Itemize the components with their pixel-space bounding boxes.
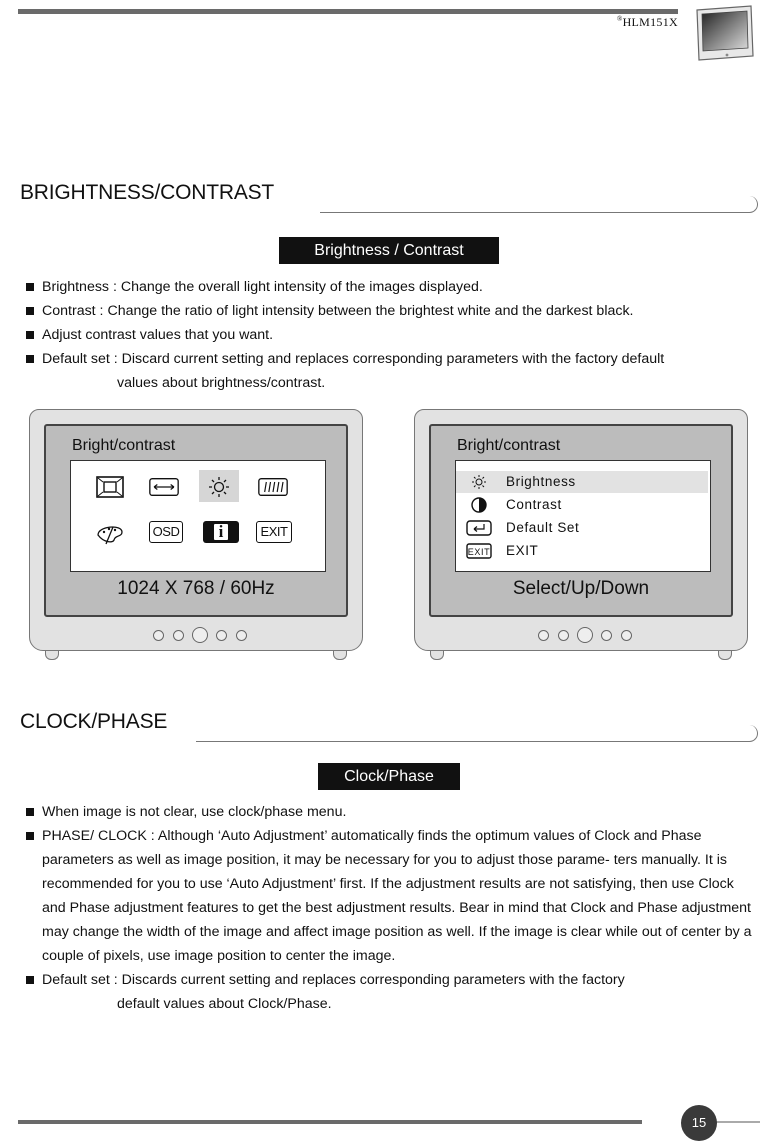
svg-text:EXIT: EXIT	[467, 547, 491, 557]
monitor-buttons	[415, 627, 747, 643]
osd-title: Bright/contrast	[72, 437, 176, 454]
default-set-icon	[466, 520, 492, 536]
model-name: ®HLM151X	[616, 15, 678, 29]
exit-icon: EXIT	[256, 521, 292, 543]
monitor-thumbnail-icon	[693, 4, 757, 64]
osd-icon-grid	[70, 460, 326, 572]
list-item-continuation: default values about Clock/Phase.	[117, 996, 332, 1012]
monitor-button	[173, 630, 184, 641]
section-label-brightness-contrast: Brightness / Contrast	[279, 237, 499, 264]
monitor-screen	[44, 424, 348, 617]
monitor-left	[29, 409, 363, 669]
list-item: When image is not clear, use clock/phase menu.	[26, 800, 758, 824]
contrast-icon	[466, 497, 492, 513]
power-button	[577, 627, 593, 643]
monitor-right	[414, 409, 748, 669]
section-title-brightness-contrast: BRIGHTNESS/CONTRAST	[20, 181, 275, 204]
position-icon	[95, 475, 125, 499]
width-icon	[149, 475, 179, 499]
list-item: Default set : Discard current setting and replaces corresponding parameters with the factory default	[26, 347, 758, 371]
menu-item-brightness: Brightness	[456, 471, 708, 493]
osd-title: Bright/contrast	[457, 437, 561, 454]
osd-menu	[455, 460, 711, 572]
monitor-buttons	[30, 627, 362, 643]
clock-phase-icon	[258, 475, 288, 499]
menu-item-exit: EXIT EXIT	[467, 543, 539, 558]
monitor-button	[558, 630, 569, 641]
list-item: Brightness : Change the overall light intensity of the images displayed.	[26, 275, 758, 299]
color-palette-icon	[95, 521, 125, 545]
power-button	[192, 627, 208, 643]
footer-rule-tail	[716, 1121, 760, 1123]
section-label-clock-phase: Clock/Phase	[318, 763, 460, 790]
monitor-button	[621, 630, 632, 641]
page-number: 15	[681, 1105, 717, 1141]
list-item: Adjust contrast values that you want.	[26, 323, 758, 347]
menu-item-contrast: Contrast	[456, 494, 708, 516]
monitor-bezel	[414, 409, 748, 651]
menu-item-default-set: Default Set	[456, 517, 708, 539]
monitor-button	[538, 630, 549, 641]
list-item: Contrast : Change the ratio of light intensity between the brightest white and the darkest black.	[26, 299, 758, 323]
monitor-screen	[429, 424, 733, 617]
brightness-contrast-bullets	[26, 275, 758, 395]
osd-caption: 1024 X 768 / 60Hz	[117, 578, 275, 599]
header-rule	[18, 9, 678, 14]
list-item: Default set : Discards current setting and replaces corresponding parameters with the factory	[26, 968, 758, 992]
monitor-button	[153, 630, 164, 641]
section-rule	[196, 725, 758, 742]
monitor-button	[601, 630, 612, 641]
monitor-button	[236, 630, 247, 641]
brightness-icon	[204, 475, 234, 499]
footer-rule	[18, 1120, 642, 1124]
info-icon: i	[203, 521, 239, 543]
osd-caption: Select/Up/Down	[512, 578, 650, 599]
list-item-continuation: values about brightness/contrast.	[117, 375, 326, 391]
brightness-icon	[466, 474, 492, 490]
exit-icon	[466, 543, 492, 559]
list-item: PHASE/ CLOCK : Although ‘Auto Adjustment’ automatically finds the optimum values of Clock and Phase parameters as well as image position, it may be necessary for you to adjust those parame- ters manually. It is recommended for you to use ‘Auto Adjustment’ first. If the adjustment results are not satisfying, then use Clock and Phase adjustment features to get the best adjustment results. Bear in mind that Clock and Phase adjustment may change the width of the image and affect image position as well. If the image is clear while out of center by a couple of pixels, use image position to center the image.	[26, 824, 758, 968]
clock-phase-bullets	[26, 800, 758, 1016]
section-title-clock-phase: CLOCK/PHASE	[20, 710, 168, 733]
section-rule	[320, 196, 758, 213]
monitor-bezel	[29, 409, 363, 651]
osd-icon: OSD	[149, 521, 183, 543]
monitor-button	[216, 630, 227, 641]
